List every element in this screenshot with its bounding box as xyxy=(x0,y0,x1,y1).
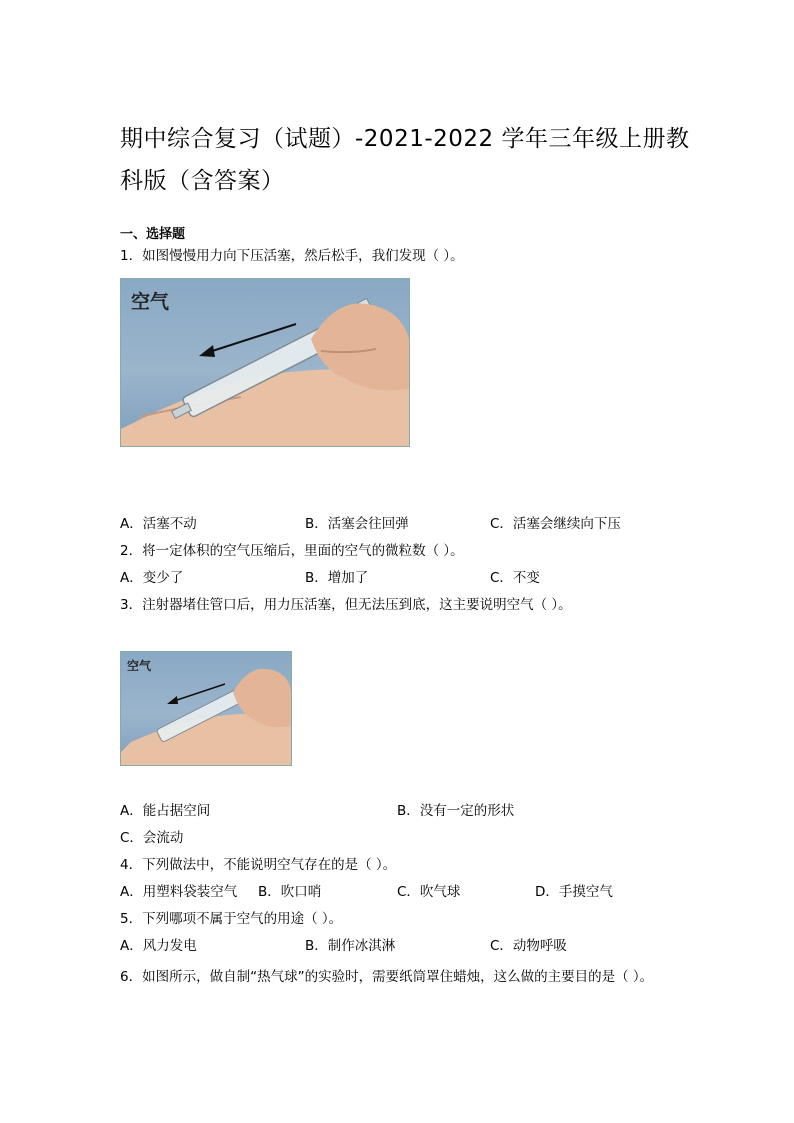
syringe-hand-illustration xyxy=(121,652,291,765)
option-a[interactable]: A．活塞不动 xyxy=(120,516,197,532)
question-1-image xyxy=(120,278,410,447)
image-label: 空气 xyxy=(127,659,152,673)
question-3-image xyxy=(120,651,292,766)
question-3-stem: 3．注射器堵住管口后，用力压活塞，但无法压到底，这主要说明空气（ ）。 xyxy=(120,597,572,613)
question-4-stem: 4．下列做法中，不能说明空气存在的是（ ）。 xyxy=(120,857,397,873)
question-1-options xyxy=(120,515,680,533)
image-label: 空气 xyxy=(131,291,170,313)
question-2-options xyxy=(120,569,680,587)
option-a[interactable]: A．风力发电 xyxy=(120,938,197,954)
question-1-stem: 1．如图慢慢用力向下压活塞，然后松手，我们发现（ ）。 xyxy=(120,248,464,264)
option-d[interactable]: D．手摸空气 xyxy=(535,884,613,900)
question-3-options-row1 xyxy=(120,802,680,820)
section-heading: 一、选择题 xyxy=(120,227,186,242)
option-b[interactable]: B．制作冰淇淋 xyxy=(305,938,396,954)
question-4-options xyxy=(120,883,680,901)
option-b[interactable]: B．吹口哨 xyxy=(258,884,322,900)
option-a[interactable]: A．用塑料袋装空气 xyxy=(120,884,238,900)
syringe-hand-illustration xyxy=(121,279,409,446)
question-5-options xyxy=(120,937,680,955)
question-3-options-row2 xyxy=(120,829,680,847)
option-b[interactable]: B．增加了 xyxy=(305,570,369,586)
option-c[interactable]: C．会流动 xyxy=(120,830,184,846)
option-c[interactable]: C．吹气球 xyxy=(397,884,461,900)
option-c[interactable]: C．活塞会继续向下压 xyxy=(490,516,621,532)
option-a[interactable]: A．能占据空间 xyxy=(120,803,211,819)
option-b[interactable]: B．没有一定的形状 xyxy=(397,803,515,819)
option-c[interactable]: C．不变 xyxy=(490,570,540,586)
question-6-stem: 6．如图所示，做自制“热气球”的实验时，需要纸筒罩住蜡烛，这么做的主要目的是（ ）。 xyxy=(120,969,654,985)
option-a[interactable]: A．变少了 xyxy=(120,570,184,586)
question-5-stem: 5．下列哪项不属于空气的用途（ ）。 xyxy=(120,911,343,927)
option-c[interactable]: C．动物呼吸 xyxy=(490,938,567,954)
question-2-stem: 2．将一定体积的空气压缩后，里面的空气的微粒数（ ）。 xyxy=(120,543,464,559)
option-b[interactable]: B．活塞会往回弹 xyxy=(305,516,409,532)
document-title: 期中综合复习（试题）-2021-2022 学年三年级上册教科版（含答案） xyxy=(120,126,690,194)
